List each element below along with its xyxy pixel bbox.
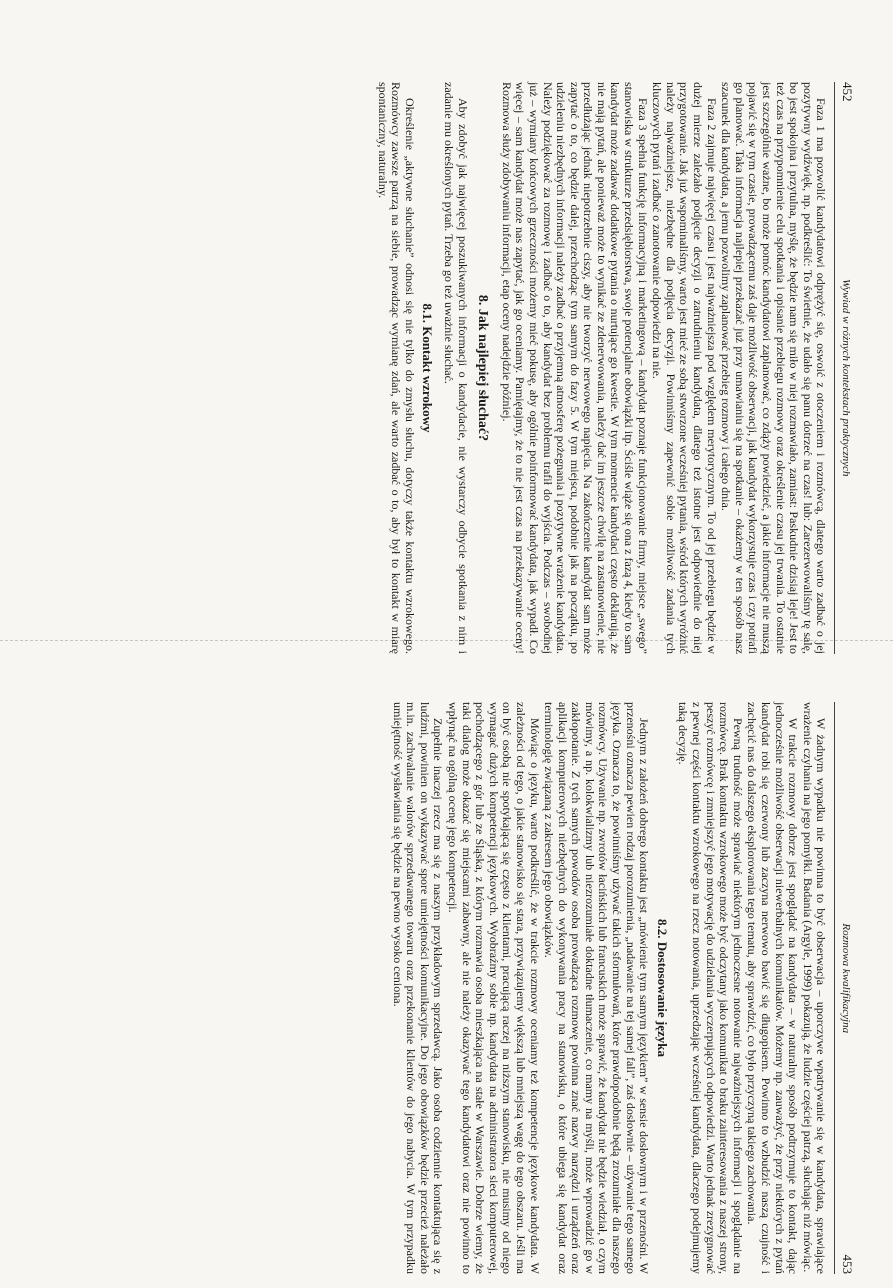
- page-number: 452: [840, 82, 855, 102]
- body-text: [390, 702, 827, 1274]
- paragraph: Określenie „aktywne słuchanie” odnosi się nie tylko do zmysłu słuchu, dotyczy także kontaktu wzrokowego. Rozmówcy zawsze patrzą na siebie, prowadząc wymianę zdań, ale warto zadbać o to, aby był to kontakt w miarę spontaniczny, naturalny.: [375, 82, 417, 654]
- section-heading: 8. Jak najlepiej słuchać?: [475, 294, 491, 442]
- paragraph: W żadnym wypadku nie powinna to być obserwacja – uporczywe wpatrywanie się w kandydata, sprawiające wrażenie czyhania na jego pomyłki. Badania (Argyle, 1999) pokazują, że ludzie częściej patrzą, słuchając niż mówiąc.: [800, 702, 829, 1274]
- subsection-heading: 8.2. Dostosowanie języka: [654, 919, 670, 1057]
- paragraph: Aby zdobyć jak najwięcej poszukiwanych informacji o kandydacie, nie wystarczy odbycie spotkania z nim i zadanie mu określonych pytań. Trzeba go też uważnie słuchać.: [441, 82, 470, 654]
- paragraph: Faza 1 ma pozwolić kandydatowi odprężyć się, oswoić z otoczeniem i rozmówcą, dlatego warto zadbać o jej pozytywny wydźwięk, np. podkreślić: To świetnie, że udało się panu dotrzeć na czas! lub: Zarezerwowaliśmy tę salę, bo jest spokojna i przytulna, myślę, że będzie nam się miło w niej rozmawiało, zamiast: Paskudnie dzisiaj leje! Jest to też czas na przypomnienie celu spotkania i opisanie przebiegu rozmowy oraz określenie czasu jej trwania. To ostatnie jest szczególnie ważne, bo może pomóc kandydatowi zaplanować, co zdąży powiedzieć, a jakie informacje nie muszą pojawić się w tym czasie, prowadzącemu zaś daje możliwość obserwacji, jak kandydat wykorzystuje czas i czy potrafi go planować. Taka informacja najlepiej przekazać już przy umawianiu się na spotkanie – okażemy w ten sposób nasz szacunek dla kandydata, a jemu pozwolimy zaplanować przebieg rozmowy i całego dnia.: [719, 82, 829, 654]
- body-text: [375, 82, 827, 654]
- subsection-heading: 8.1. Kontakt wzrokowy: [420, 303, 436, 433]
- paragraph: Faza 2 zajmuje najwięcej czasu i jest najważniejsza pod względem merytorycznym. To od jej przebiegu będzie w dużej mierze zależało podjęcie decyzji o zatrudnieniu kandydata, dlatego też istotne jest odpowiednie do niej przygotowanie. Jak już wspominaliśmy, warto jest mieć ze sobą stworzone wcześniej pytania, wśród których wyróżnić należy najważniejsze, niezbędne dla podjęcia decyzji. Powinniśmy zapewnić sobie możliwość zadania tych kluczowych pytań i zadbać o zanotowanie odpowiedzi na nie.: [650, 82, 719, 654]
- paragraph: Mówiąc o języku, warto podkreślić, że w trakcie rozmowy oceniamy też kompetencje językowe kandydata. W zależności od tego, o jakie stanowisko się stara, przywiązujemy większą lub mniejszą wagę do tego obszaru. Jeśli ma on być osobą nie spotykającą się często z klientami, pracującą raczej na niższym stanowisku, nie musimy od niego wymagać dużych kompetencji językowych. Wyobraźmy sobie np. kandydata na administratora sieci komputerowej, pochodzącego z gór lub ze Śląska, z którym rozmawia osoba mieszkająca na stałe w Warszawie. Dobrze wiemy, że taki dialog może okazać się miejscami zabawny, ale nie należy okazywać tego kandydatowi oraz nie powinno to wpłynąć na ogólną ocenę jego kompetencji.: [445, 702, 542, 1274]
- book-page-452: [375, 68, 862, 668]
- running-head-title: Wywiad w różnych kontekstach praktycznych: [840, 278, 852, 477]
- running-head-title: Rozmowa kwalifikacyjna: [840, 923, 852, 1034]
- paragraph: Pewną trudność może sprawiać niektórym jednoczesne notowanie najważniejszych informacji i spoglądanie na rozmówcę. Brak kontaktu wzrokowego może być odczytany jako komunikat o braku zainteresowania z naszej strony, peszyć rozmówcę i zmniejszyć jego motywację do udzielania wyczerpujących odpowiedzi. Warto jednak zrezygnować z pewnej części kontaktu wzrokowego na rzecz notowania, uprzedzając wcześniej kandydata, dlaczego podejmujemy taką decyzję.: [676, 702, 745, 1274]
- paragraph: Jednym z założeń dobrego kontaktu jest „mówienie tym samym językiem” w sensie dosłownym i w przenośni. W przenośni oznacza pewien rodzaj porozumienia, „nadawanie na tej samej fali”, zaś dosłownie – używanie tego samego języka. Oznacza to, że powinniśmy używać takich sformułowań, które prawdopodobnie będą zrozumiałe dla naszego rozmówcy. Używanie np. zwrotów łacińskich lub francuskich może sprawić, że kandydat nie będzie wiedział, o czym mówimy, a np. kolokwializmy lub niezrozumiałe doktadne tłumaczenie, co mamy na myśli, może wprowadzić go w zakłopotanie. Z tych samych powodów osoba prowadząca rozmowę powinna znać nazwy narzędzi i urządzeń oraz aplikacji komputerowych niezbędnych do wykonywania pracy na stanowisku, o które ubiega się kandydat oraz terminologię związaną z zakresem jego obowiązków.: [542, 702, 652, 1274]
- paragraph: Faza 3 spełnia funkcję informacyjną i marketingową – kandydat poznaje funkcjonowanie firmy, miejsce „swego” stanowiska w strukturze przedsiębiorstwa, swoje potencjalne obowiązki itp. Ściśle wiąże się ona z fazą 4, kiedy to sam kandydat może zadawać dodatkowe pytania o nurtujące go kwestie. W tym momencie kandydaci często deklarują, że nie mają pytań, ale ponieważ może to wynikać ze zdenerwowania, należy dać im jeszcze chwilę na zastanowienie, nie przedłużając jednak niepotrzebnie ciszy, aby nie tworzyć nerwowego napięcia. Na zakończenie kandydat sam może zapytać o to, co będzie dalej, przechodząc tym samym do fazy 5. W tym miejscu, podobnie jak na początku, po udzieleniu niezbędnych informacji należy zadbać o przyjemną atmosferę pożegnania i pozytywne wrażenie kandydata. Należy podziękować za rozmowę i zadbać o to, aby kandydat bez problemu trafił do wyjścia. Podczas – swobodnej już – wymiany końcowych grzeczności możemy mieć pokusę, aby ogólnie poinformować kandydata, jak wypadł. Co więcej – sam kandydat może nas zapytać, jak go oceniamy. Pamiętajmy, że to nie jest czas na przekazywanie oceny! Rozmowa służy zdobywaniu informacji, etap oceny nadejdzie później.: [499, 82, 650, 654]
- page-number: 453: [840, 1254, 855, 1274]
- paragraph: W trakcie rozmowy dobrze jest spoglądać na kandydata – w naturalny sposób podtrzymuje to kontakt, dając jednocześnie możliwość obserwacji niewerbalnych komunikatów. Możemy np. zauważyć, że przy niektórych z pytań kandydat robi się czerwony lub zaczyna nerwowo bawić się długopisem. Powinno to wzbudzić naszą czujność i zachęcić nas do dalszego eksplorowania tego tematu, aby sprawdzić, co było przyczyną takiego zachowania.: [745, 702, 801, 1274]
- running-header: [834, 702, 854, 1274]
- book-page-453: [390, 688, 862, 1288]
- paragraph: Zupełnie inaczej rzecz ma się z naszym przykładowym sprzedawcą. Jako osoba codziennie kontaktująca się z ludźmi, powinien on wykazywać spore umiejętności komunikacyjne. Do jego obowiązków będzie przecież należało m.in. zachwalanie walorów sprzedawanego towaru oraz przekonanie klientów do jego nabycia. W tym przypadku umiejętność wysławiania się będzie na pewno wysoko ceniona.: [390, 702, 446, 1274]
- running-header: [834, 82, 854, 654]
